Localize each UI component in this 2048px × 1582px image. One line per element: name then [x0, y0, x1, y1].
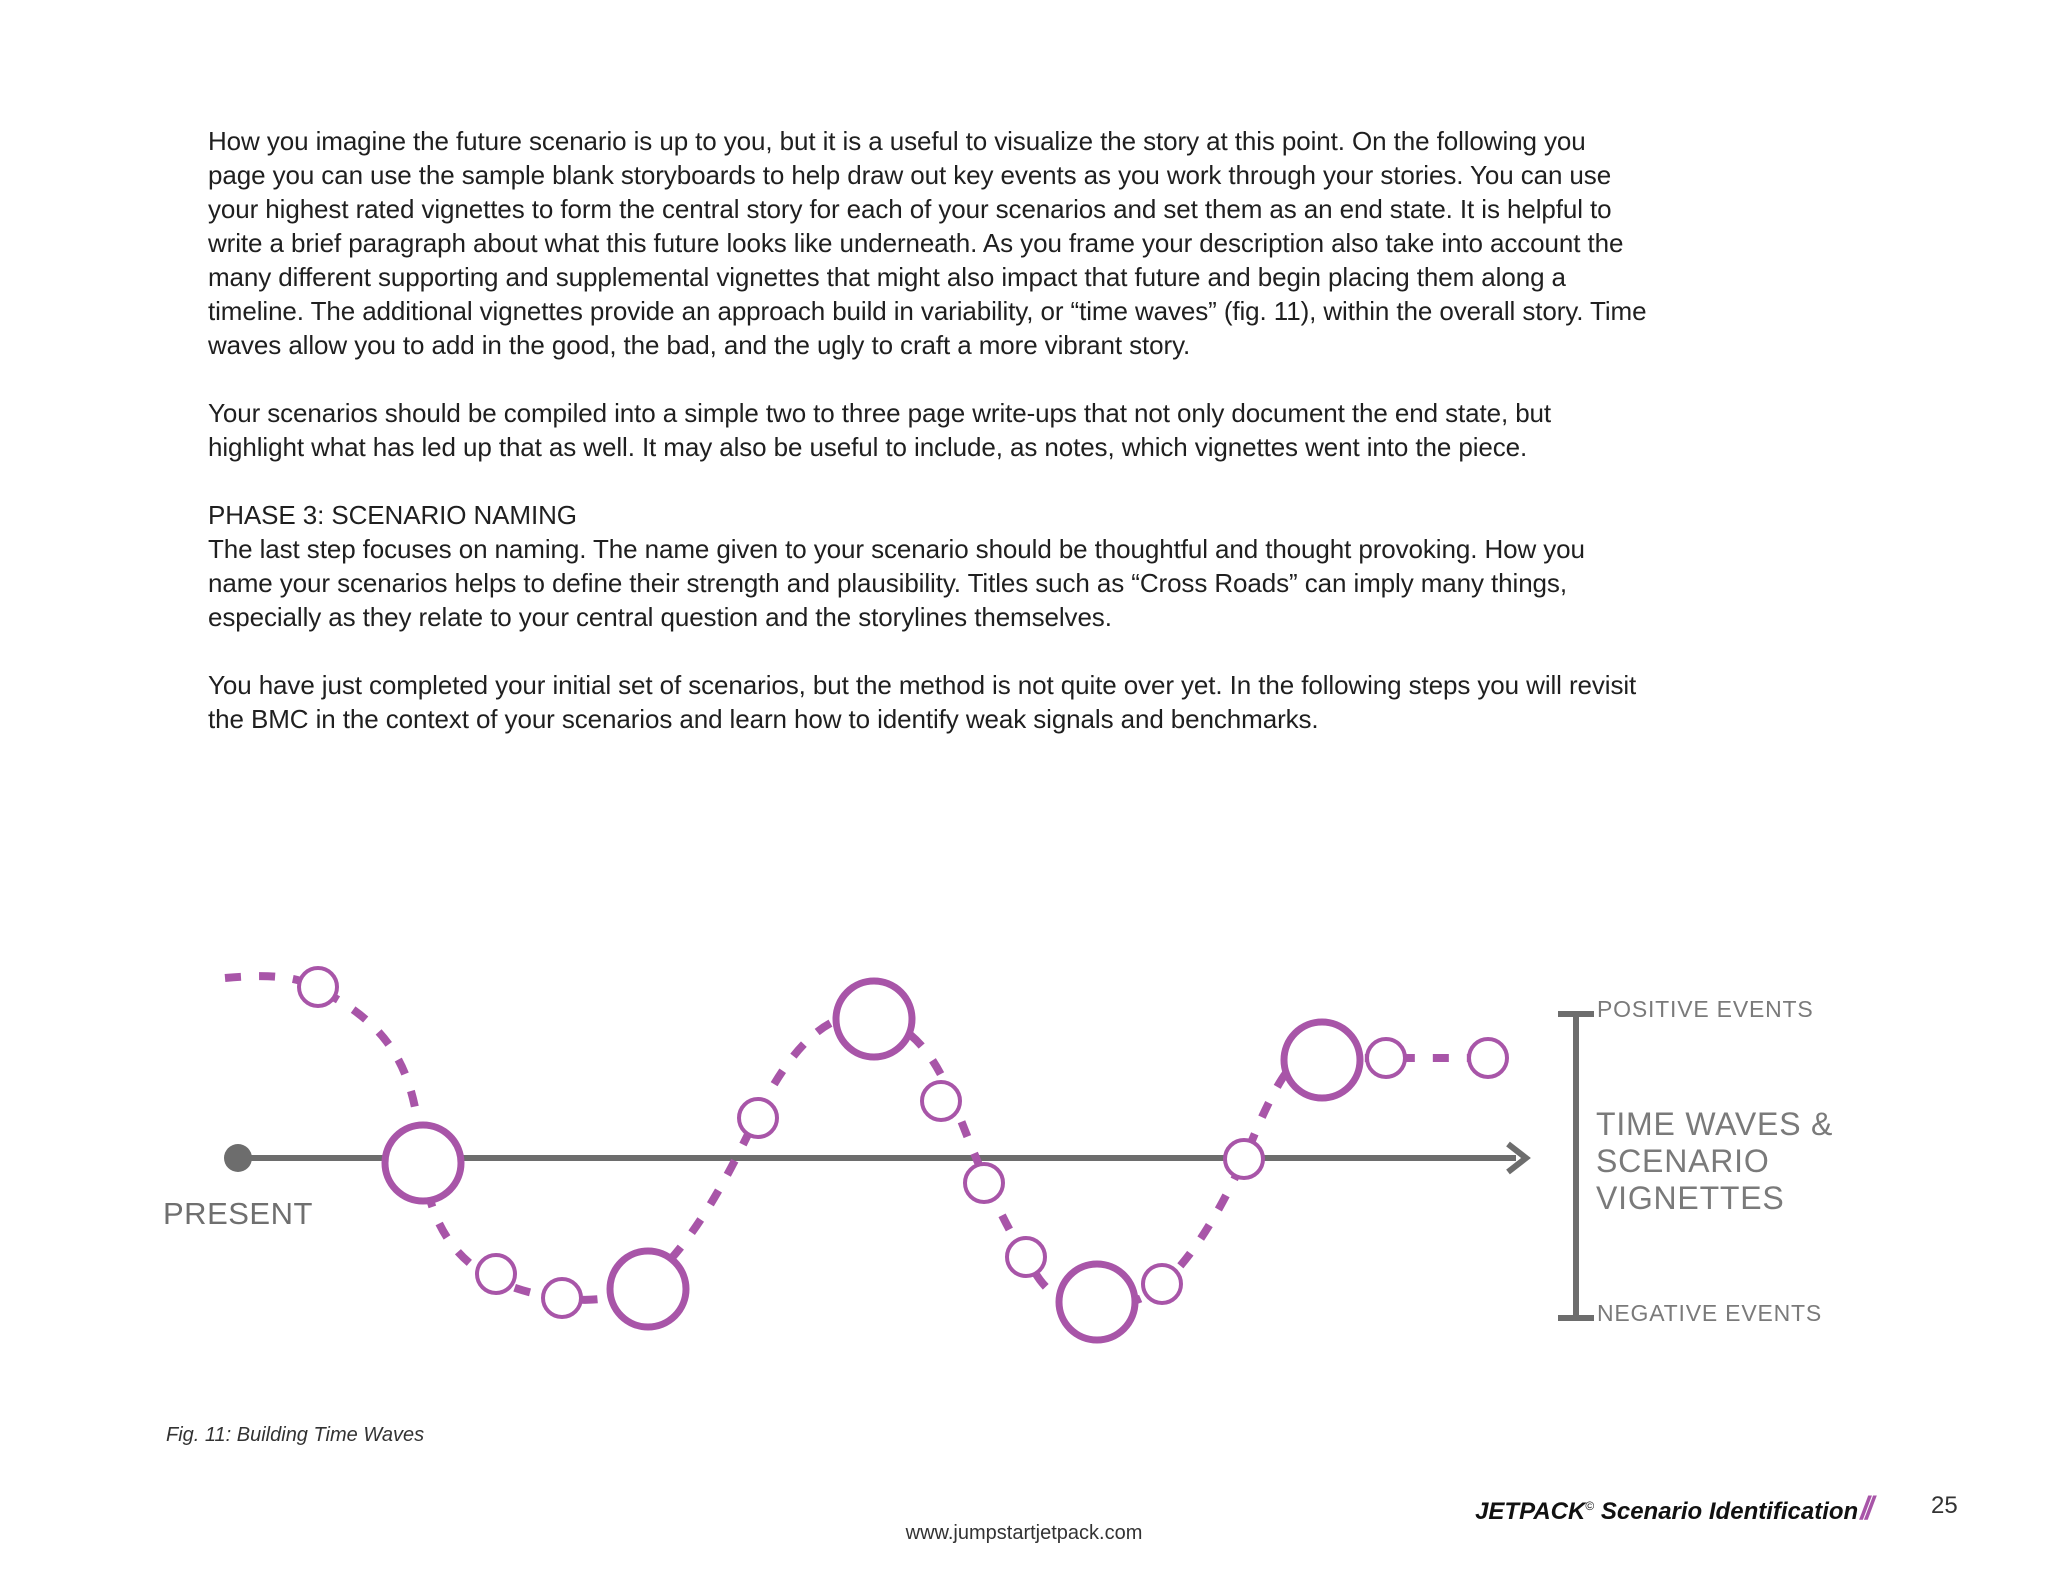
paragraph-compile: Your scenarios should be compiled into a simple two to three page write-ups that not only document the end state, but highlight what has led up that as well. It may also be useful to include, as notes, which vignettes went into the piece. — [208, 398, 1552, 462]
event-scale-bracket — [1558, 1014, 1594, 1318]
negative-events-label: NEGATIVE EVENTS — [1597, 1300, 1823, 1326]
scenario-circle — [1059, 1264, 1135, 1340]
scenario-circle — [610, 1251, 686, 1327]
phase3-section — [208, 498, 1648, 634]
figure-caption: Fig. 11: Building Time Waves — [166, 1424, 425, 1446]
scenario-circle — [385, 1125, 461, 1201]
page-number: 25 — [1931, 1492, 1958, 1519]
paragraph-closing: You have just completed your initial set of scenarios, but the method is not quite over yet. In the following steps you will revisit the BMC in the context of your scenarios and learn how to identify weak signals and benchmarks. — [208, 670, 1637, 734]
section-title: Scenario Identification — [1594, 1498, 1859, 1525]
vignette-circle — [1007, 1238, 1045, 1276]
vignette-circle — [922, 1082, 960, 1120]
footer-url: www.jumpstartjetpack.com — [905, 1522, 1143, 1544]
vignette-circle — [477, 1255, 515, 1293]
vignette-circle — [299, 968, 337, 1006]
vignette-circle — [965, 1164, 1003, 1202]
present-marker — [224, 1144, 252, 1172]
time-waves-title-line: SCENARIO — [1596, 1143, 1770, 1179]
time-waves-title-line: VIGNETTES — [1596, 1180, 1785, 1216]
phase3-heading: PHASE 3: SCENARIO NAMING — [208, 500, 577, 530]
double-slash-icon: // — [1860, 1490, 1870, 1526]
vignette-circle — [1367, 1039, 1405, 1077]
vignette-circle — [1469, 1039, 1507, 1077]
time-waves-title — [1596, 1106, 1896, 1217]
vignette-circle — [1143, 1265, 1181, 1303]
paragraph-intro: How you imagine the future scenario is up to you, but it is a useful to visualize the story at this point. On the following you page you can use the sample blank storyboards to help draw out key events as you work through your stories. You can use your highest rated vignettes to form the central story for each of your scenarios and set them as an end state. It is helpful to write a brief paragraph about what this future looks like underneath. As you frame your description also take into account the many different supporting and supplemental vignettes that might also impact that future and begin placing them along a timeline. The additional vignettes provide an approach build in variability, or “time waves” (fig. 11), within the overall story. Time waves allow you to add in the good, the bad, and the ugly to craft a more vibrant story. — [208, 126, 1647, 360]
scenario-circle — [1284, 1022, 1360, 1098]
positive-events-label: POSITIVE EVENTS — [1597, 996, 1814, 1022]
scenario-circle — [836, 981, 912, 1057]
body-text — [208, 124, 1648, 770]
vignette-circle — [739, 1099, 777, 1137]
vignette-circle — [1225, 1140, 1263, 1178]
brand-name: JETPACK — [1475, 1498, 1586, 1525]
vignette-circle — [543, 1279, 581, 1317]
phase3-text: The last step focuses on naming. The name given to your scenario should be thoughtful and thought provoking. How you name your scenarios helps to define their strength and plausibility. Titles such as “Cross Roads” can imply many things, especially as they relate to your central question and the storylines themselves. — [208, 534, 1585, 632]
time-waves-title-line: TIME WAVES & — [1596, 1106, 1834, 1142]
copyright-mark: © — [1585, 1499, 1595, 1513]
present-label: PRESENT — [163, 1196, 313, 1231]
